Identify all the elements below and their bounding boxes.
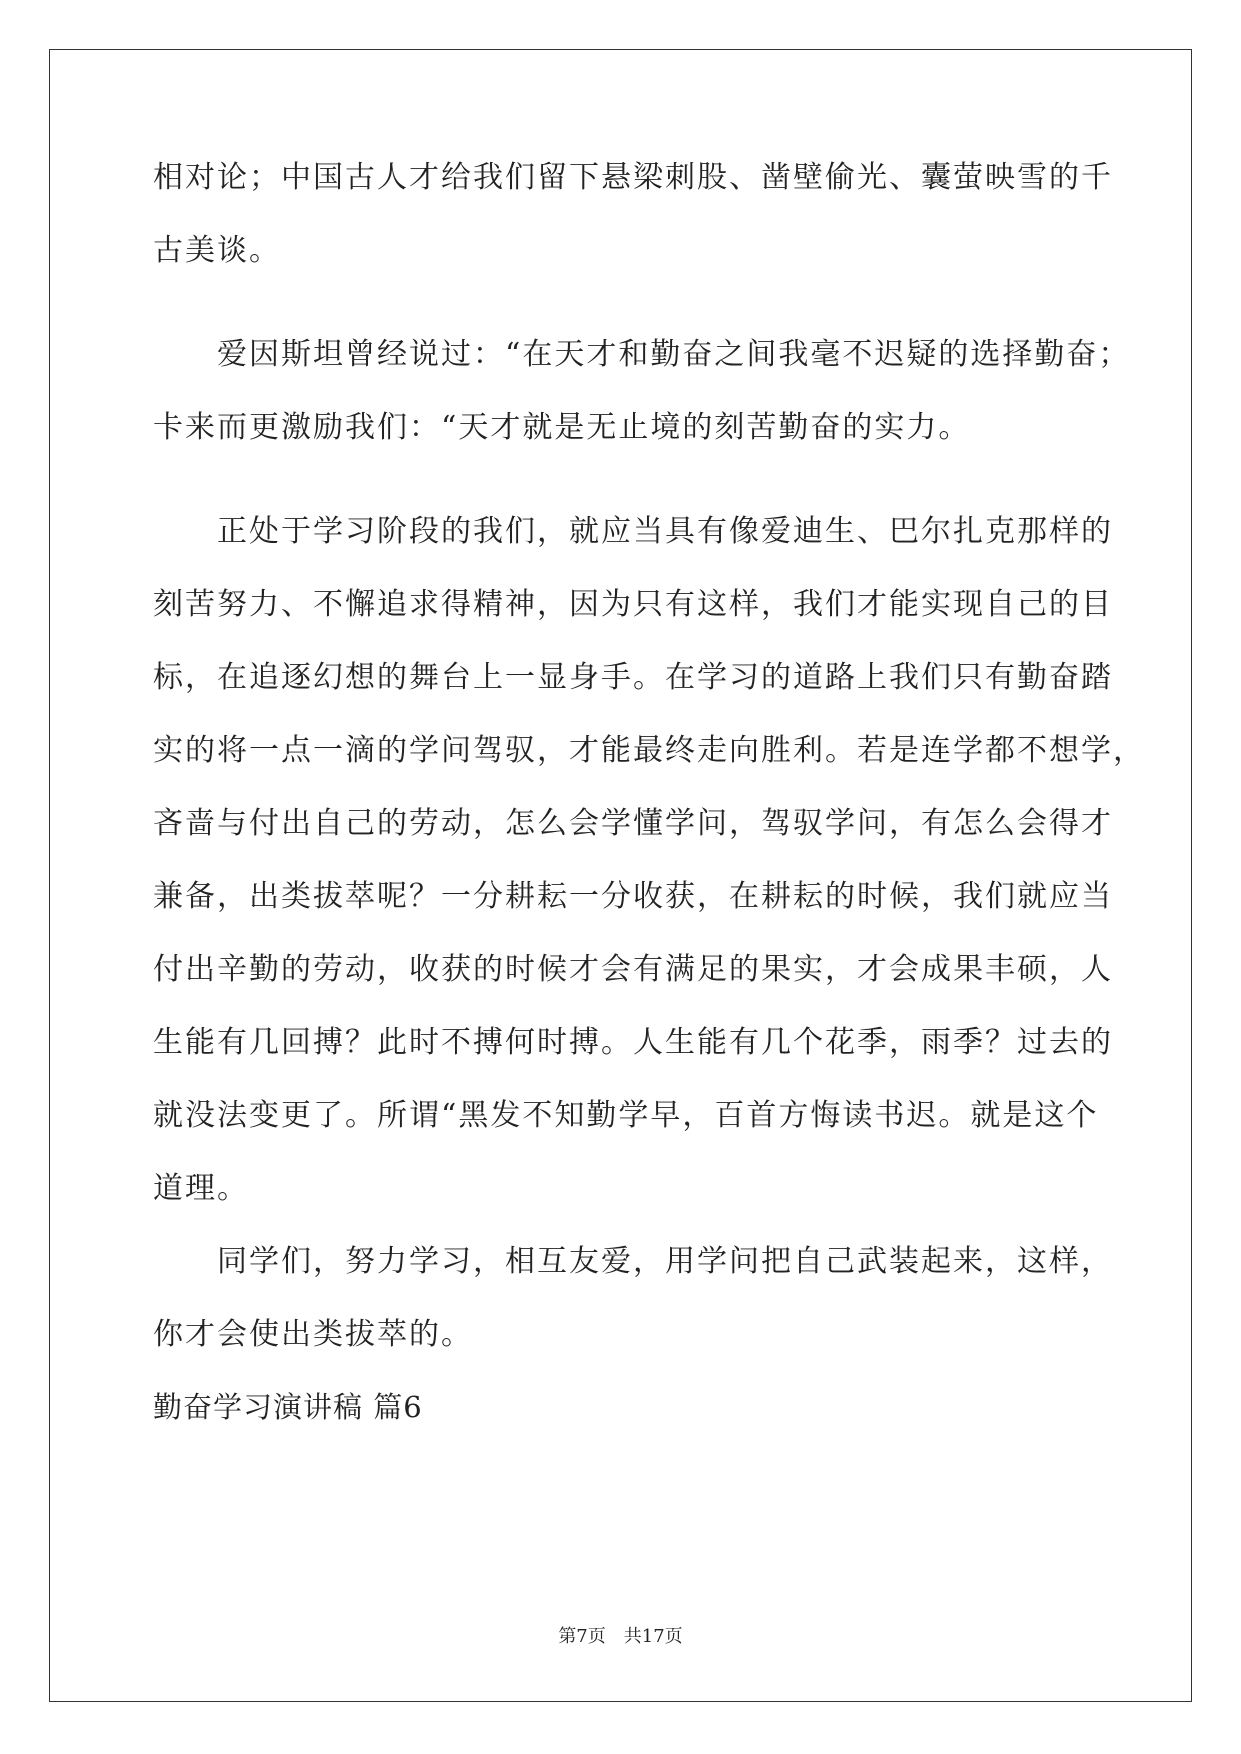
text-line: 古美谈。 bbox=[153, 233, 281, 268]
text-line: 就没法变更了。所谓“黑发不知勤学早，百首方悔读书迟。就是这个 bbox=[153, 1098, 1099, 1133]
text-line: 实的将一点一滴的学问驾驭，才能最终走向胜利。若是连学都不想学， bbox=[153, 733, 1145, 768]
text-line: 你才会使出类拔萃的。 bbox=[153, 1317, 473, 1352]
page-number-footer: 第7页 共17页 bbox=[558, 1626, 683, 1647]
text-line: 相对论；中国古人才给我们留下悬梁刺股、凿壁偷光、囊萤映雪的千 bbox=[153, 160, 1113, 195]
text-line: 同学们，努力学习，相互友爱，用学问把自己武装起来，这样， bbox=[217, 1244, 1113, 1279]
text-line: 道理。 bbox=[153, 1171, 249, 1206]
text-line: 吝啬与付出自己的劳动，怎么会学懂学问，驾驭学问，有怎么会得才 bbox=[153, 806, 1113, 841]
document-body bbox=[153, 160, 1145, 1424]
text-line: 卡来而更激励我们：“天才就是无止境的刻苦勤奋的实力。 bbox=[153, 410, 971, 445]
section-heading: 勤奋学习演讲稿 篇6 bbox=[153, 1390, 423, 1424]
text-line: 刻苦努力、不懈追求得精神，因为只有这样，我们才能实现自己的目 bbox=[153, 587, 1113, 622]
text-line: 正处于学习阶段的我们，就应当具有像爱迪生、巴尔扎克那样的 bbox=[217, 514, 1113, 549]
text-line: 标，在追逐幻想的舞台上一显身手。在学习的道路上我们只有勤奋踏 bbox=[153, 660, 1113, 695]
text-line: 爱因斯坦曾经说过：“在天才和勤奋之间我毫不迟疑的选择勤奋； bbox=[217, 337, 1131, 372]
text-line: 生能有几回搏？此时不搏何时搏。人生能有几个花季，雨季？过去的 bbox=[153, 1025, 1113, 1060]
text-line: 付出辛勤的劳动，收获的时候才会有满足的果实，才会成果丰硕，人 bbox=[153, 952, 1113, 987]
text-line: 兼备，出类拔萃呢？一分耕耘一分收获，在耕耘的时候，我们就应当 bbox=[153, 879, 1113, 914]
